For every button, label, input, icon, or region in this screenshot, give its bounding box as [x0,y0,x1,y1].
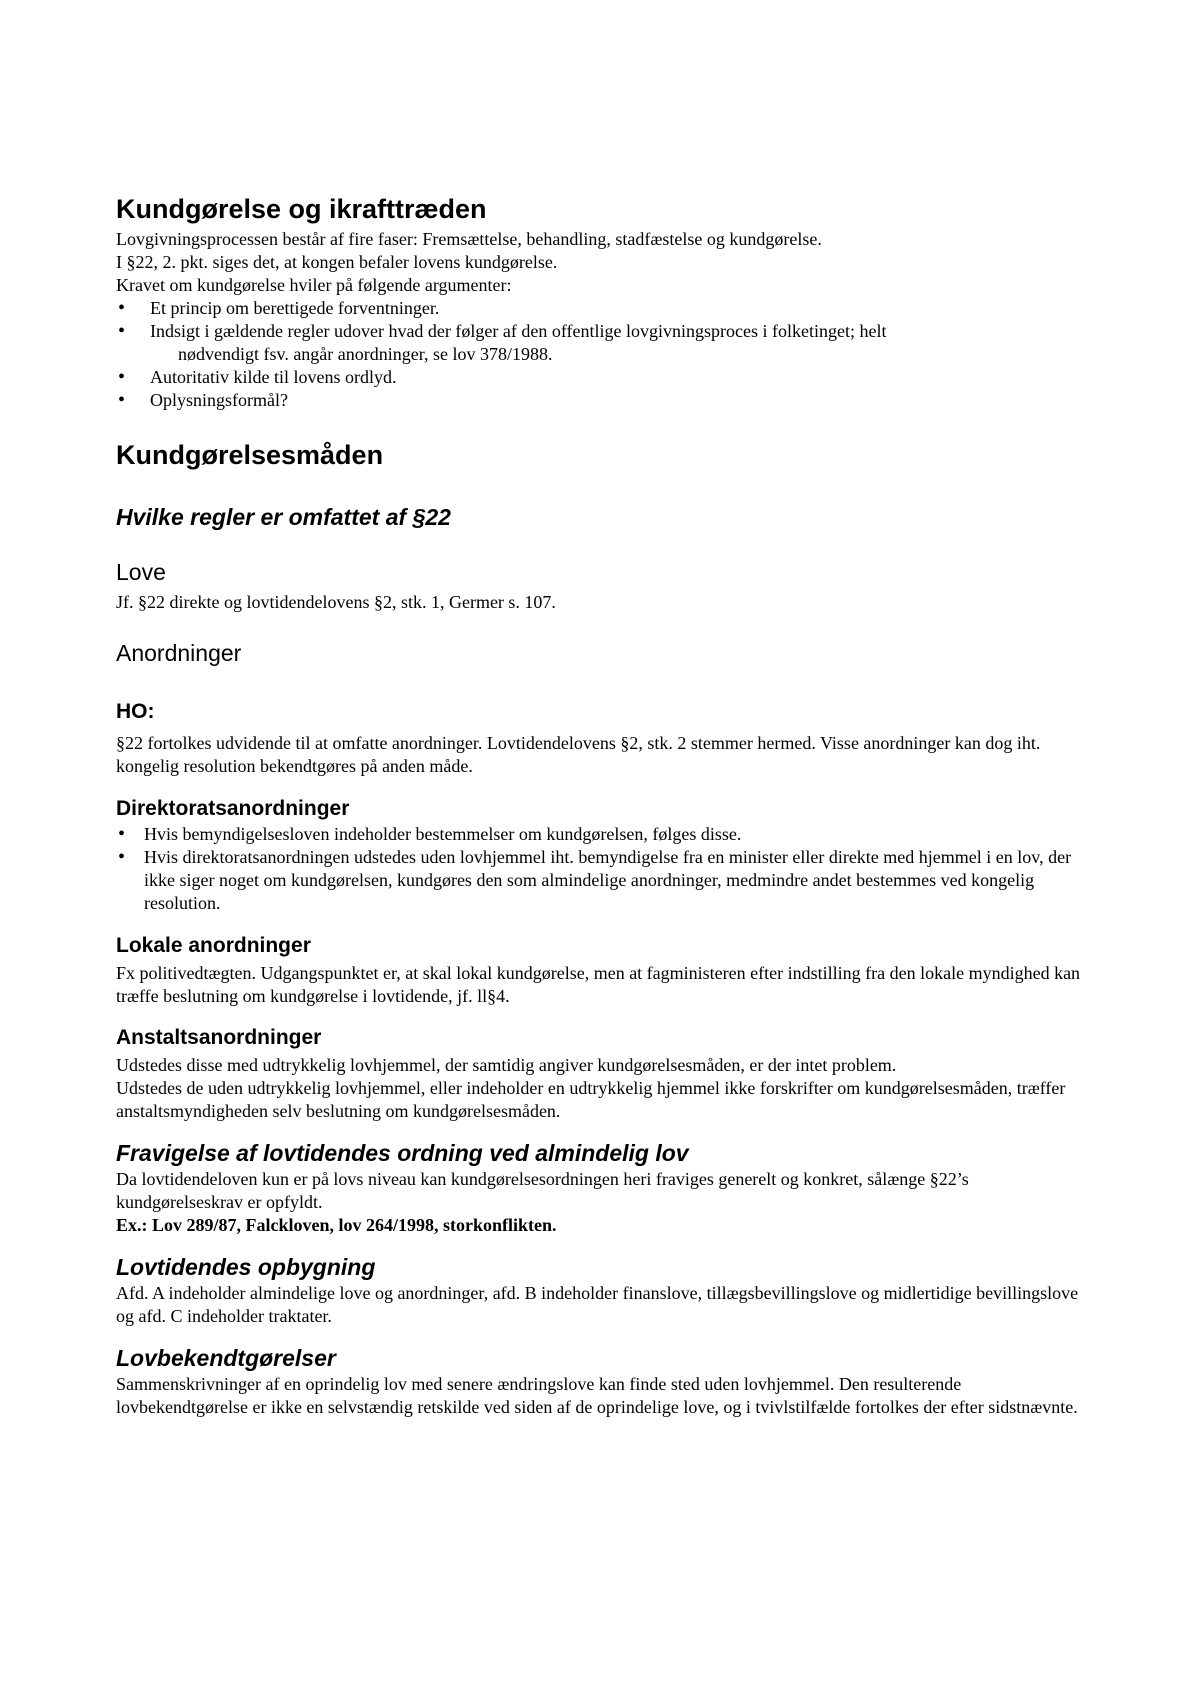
heading-lokale-anordninger: Lokale anordninger [116,934,311,957]
paragraph-example: Ex.: Lov 289/87, Falckloven, lov 264/1998, storkonflikten. [116,1215,557,1235]
paragraph-kravet: Kravet om kundgørelse hviler på følgende argumenter: [116,275,512,295]
argument-list [116,297,1096,412]
list-item: • Hvis direktoratsanordningen udstedes uden lovhjemmel iht. bemyndigelse fra en minister eller direkte med hjemmel i en lov, der ikke siger noget om kundgørelsen, kundgøres den som almindelige anordninger, medmindre andet bestemmes ved kongelig resolution. [116,846,1096,915]
list-item [116,320,1096,366]
heading-direktoratsanordninger: Direktoratsanordninger [116,797,350,820]
paragraph-opbygning: Afd. A indeholder almindelige love og anordninger, afd. B indeholder finanslove, tillægsbevillingslove og midlertidige bevillingslove og afd. C indeholder traktater. [116,1283,1079,1326]
heading-kundgorelse-og-ikrafttraeden: Kundgørelse og ikrafttræden [116,194,487,224]
list-item: • Autoritativ kilde til lovens ordlyd. [116,366,1096,389]
heading-fravigelse: Fravigelse af lovtidendes ordning ved almindelig lov [116,1140,689,1166]
list-item: • Hvis bemyndigelsesloven indeholder bestemmelser om kundgørelsen, følges disse. [116,823,1096,846]
paragraph-paragraf-22: I §22, 2. pkt. siges det, at kongen befaler lovens kundgørelse. [116,252,558,272]
paragraph-love: Jf. §22 direkte og lovtidendelovens §2, stk. 1, Germer s. 107. [116,592,556,612]
document-page [116,192,1096,1419]
list-item: • Oplysningsformål? [116,389,1096,412]
paragraph-lovbekendtgorelser: Sammenskrivninger af en oprindelig lov med senere ændringslove kan finde sted uden lovhjemmel. Den resulterende lovbekendtgørelse er ikke en selvstændig retskilde ved siden af de oprindelige love, og i tvivlstilfælde fortolkes der efter sidstnævnte. [116,1374,1078,1417]
paragraph-ho: §22 fortolkes udvidende til at omfatte anordninger. Lovtidendelovens §2, stk. 2 stemmer hermed. Visse anordninger kan dog iht. kongelig resolution bekendtgøres på anden måde. [116,733,1041,776]
heading-anstaltsanordninger: Anstaltsanordninger [116,1026,322,1049]
heading-ho: HO: [116,700,155,723]
list-item-continuation: nødvendigt fsv. angår anordninger, se lov 378/1988. [178,344,553,364]
heading-lovbekendtgorelser: Lovbekendtgørelser [116,1345,336,1371]
heading-anordninger: Anordninger [116,640,242,666]
paragraph-anstalt-1: Udstedes disse med udtrykkelig lovhjemmel, der samtidig angiver kundgørelsesmåden, er der intet problem. [116,1055,897,1075]
subheading-hvilke-regler: Hvilke regler er omfattet af §22 [116,504,451,530]
heading-lovtidendes-opbygning: Lovtidendes opbygning [116,1254,376,1280]
paragraph-lovgivningsprocessen: Lovgivningsprocessen består af fire faser: Fremsættelse, behandling, stadfæstelse og kundgørelse. [116,229,822,249]
heading-kundgorelsesmaaden: Kundgørelsesmåden [116,440,384,470]
list-item-text: Indsigt i gældende regler udover hvad der følger af den offentlige lovgivningsproces i folketinget; helt [150,321,887,341]
paragraph-lokale-anordninger: Fx politivedtægten. Udgangspunktet er, at skal lokal kundgørelse, men at fagministeren efter indstilling fra den lokale myndighed kan træffe beslutning om kundgørelse i lovtidende, jf. ll§4. [116,963,1081,1006]
paragraph-fravigelse: Da lovtidendeloven kun er på lovs niveau kan kundgørelsesordningen heri fraviges generelt og konkret, sålænge §22’s kundgørelseskrav er opfyldt. [116,1169,969,1212]
paragraph-anstalt-2: Udstedes de uden udtrykkelig lovhjemmel, eller indeholder en udtrykkelig hjemmel ikke forskrifter om kundgørelsesmåden, træffer anstaltsmyndigheden selv beslutning om kundgørelsesmåden. [116,1078,1066,1121]
direktorat-list [116,823,1096,915]
list-item: • Et princip om berettigede forventninger. [116,297,1096,320]
heading-love: Love [116,559,166,585]
